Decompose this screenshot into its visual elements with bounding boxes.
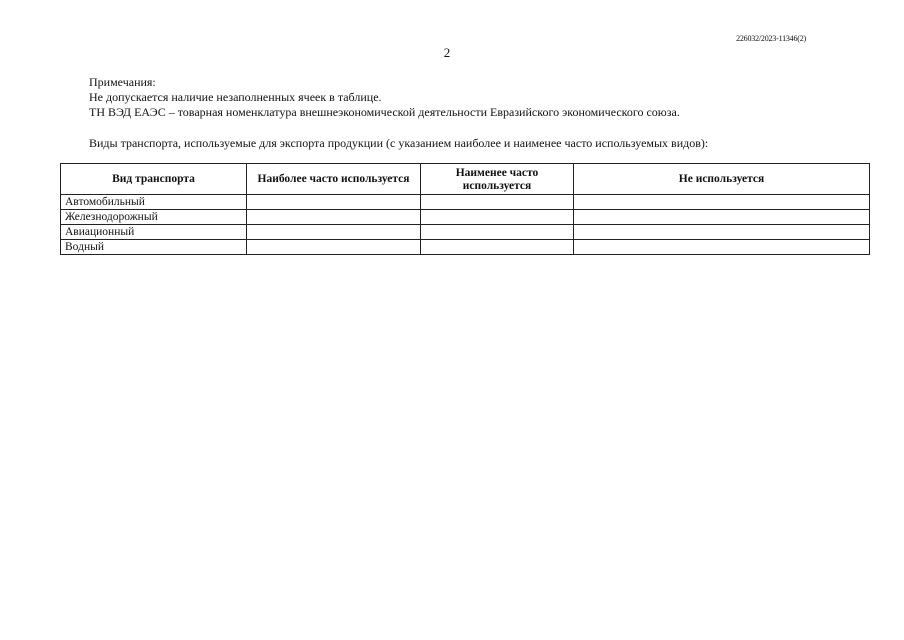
notes-line-empty-cells: Не допускается наличие незаполненных ячеек в таблице. (89, 90, 382, 104)
row-transport-name: Железнодорожный (61, 210, 247, 225)
cell-not-used[interactable] (574, 225, 870, 240)
notes-title: Примечания: (89, 75, 156, 89)
cell-least-used[interactable] (421, 195, 574, 210)
table-row (61, 210, 870, 225)
header-most-used: Наиболее часто используется (247, 164, 421, 195)
header-not-used: Не используется (574, 164, 870, 195)
cell-least-used[interactable] (421, 240, 574, 255)
table-row (61, 195, 870, 210)
row-transport-name: Водный (61, 240, 247, 255)
notes-line-tn-ved: ТН ВЭД ЕАЭС – товарная номенклатура внешнеэкономической деятельности Евразийского экономического союза. (89, 105, 680, 119)
row-transport-name: Авиационный (61, 225, 247, 240)
notes-block (89, 75, 680, 120)
cell-least-used[interactable] (421, 210, 574, 225)
table-row (61, 240, 870, 255)
cell-not-used[interactable] (574, 210, 870, 225)
transport-table (60, 163, 870, 255)
cell-most-used[interactable] (247, 240, 421, 255)
header-least-used: Наименее часто используется (421, 164, 574, 195)
cell-most-used[interactable] (247, 225, 421, 240)
document-number: 226032/2023-11346(2) (736, 34, 806, 43)
cell-least-used[interactable] (421, 225, 574, 240)
table-header-row (61, 164, 870, 195)
transport-intro-text: Виды транспорта, используемые для экспорта продукции (с указанием наиболее и наименее часто используемых видов): (89, 136, 709, 150)
page-number: 2 (443, 45, 451, 60)
header-transport-type: Вид транспорта (61, 164, 247, 195)
table-row (61, 225, 870, 240)
cell-not-used[interactable] (574, 195, 870, 210)
cell-most-used[interactable] (247, 195, 421, 210)
cell-not-used[interactable] (574, 240, 870, 255)
cell-most-used[interactable] (247, 210, 421, 225)
row-transport-name: Автомобильный (61, 195, 247, 210)
